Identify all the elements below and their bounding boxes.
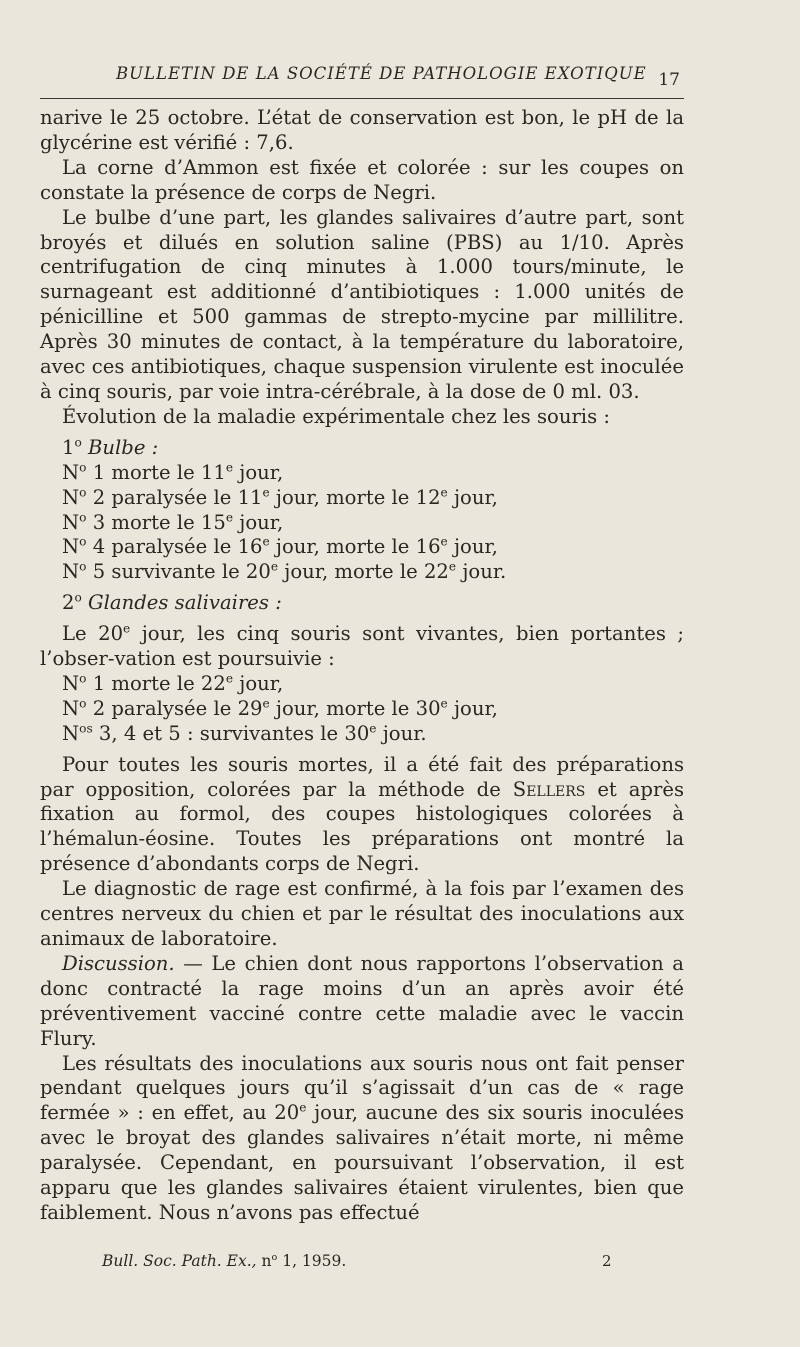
paragraph-continuation: narive le 25 octobre. L’état de conservation est bon, le pH de la glycérine est vérifié : 7,6. [40, 106, 684, 154]
result-item: $N^o$ 4 paralysée le 16e jour, morte le 16e jour, [62, 534, 498, 559]
paragraph-discussion: Discussion. — Le chien dont nous rapportons l’observation a donc contracté la rage moins d’un an après avoir été préventivement vacciné contre cette maladie avec le vaccin Flury. [40, 951, 684, 1050]
paragraph-methods: Le bulbe d’une part, les glandes salivaires d’autre part, sont broyés et dilués en solution saline (PBS) au 1/10. Après centrifugation de cinq minutes à 1.000 tours/minute, le surnageant est additionné d’antibiotiques : 1.000 unités de pénicilline et 500 gammas de strepto-mycine par millilitre. Après 30 minutes de contact, à la température du laboratoire, avec ces antibiotiques, chaque suspension virulente est inoculée à cinq souris, par voie intra-cérébrale, à la dose de 0 ml. 03. [40, 205, 684, 403]
journal-title: BULLETIN DE LA SOCIÉTÉ DE PATHOLOGIE EXOTIQUE [116, 64, 647, 83]
result-item: $N^o$ 1 morte le 11e jour, [62, 460, 284, 484]
section-heading-bulbe: 1$^o$ Bulbe : [62, 435, 159, 459]
page-footer: Bull. Soc. Path. Ex., $n^o$ 1, 1959. [102, 1251, 347, 1270]
article-body [40, 106, 684, 1226]
running-header [40, 58, 684, 99]
page-number: 17 [658, 70, 680, 90]
bulbe-results-list [40, 461, 684, 586]
result-item: $N^o$ 5 survivante le 20e jour, morte le 22e jour. [62, 559, 507, 584]
paragraph-glandes-intro: Le 20e jour, les cinq souris sont vivantes, bien portantes ; l’obser-vation est poursuivie : [40, 621, 684, 671]
result-item: $N^o$ 1 morte le 22e jour, [62, 671, 284, 695]
result-item: $N^{os}$ 3, 4 et 5 : survivantes le 30e jour. [62, 721, 427, 745]
discussion-label: Discussion. [62, 951, 175, 975]
result-item: $N^o$ 2 paralysée le 11e jour, morte le 12e jour, [62, 485, 498, 509]
section-heading-glandes: 2$^o$ Glandes salivaires : [62, 590, 282, 615]
signature-mark: 2 [602, 1252, 612, 1270]
paragraph-corne-ammon: La corne d’Ammon est fixée et colorée : sur les coupes on constate la présence de corps de Negri. [40, 155, 684, 204]
paragraph-diagnostic: Le diagnostic de rage est confirmé, à la fois par l’examen des centres nerveux du chien et par le résultat des inoculations aux animaux de laboratoire. [40, 877, 684, 950]
result-item: $N^o$ 2 paralysée le 29e jour, morte le 30e jour, [62, 696, 498, 720]
footer-citation: Bull. Soc. Path. Ex., [102, 1252, 257, 1270]
paragraph-preparations: Pour toutes les souris mortes, il a été fait des préparations par opposition, colorées par la méthode de Sellers et après fixation au formol, des coupes histologiques colorées à l’hémalun-éosine. Toutes les préparations ont montré la présence d’abondants corps de Negri. [40, 752, 684, 876]
glandes-results-list [40, 672, 684, 747]
result-item: $N^o$ 3 morte le 15e jour, [62, 509, 284, 534]
paragraph-evolution: Évolution de la maladie expérimentale chez les souris : [62, 404, 610, 428]
author-name: Sellers [512, 777, 586, 801]
paragraph-results: Les résultats des inoculations aux souris nous ont fait penser pendant quelques jours qu’il s’agissait d’un cas de « rage fermée » : en effet, au 20e jour, aucune des six souris inoculées avec le broyat des glandes salivaires n’était morte, ni même paralysée. Cependant, en poursuivant l’observation, il est apparu que les glandes salivaires étaient virulentes, bien que faiblement. Nous n’avons pas effectué [40, 1051, 684, 1224]
